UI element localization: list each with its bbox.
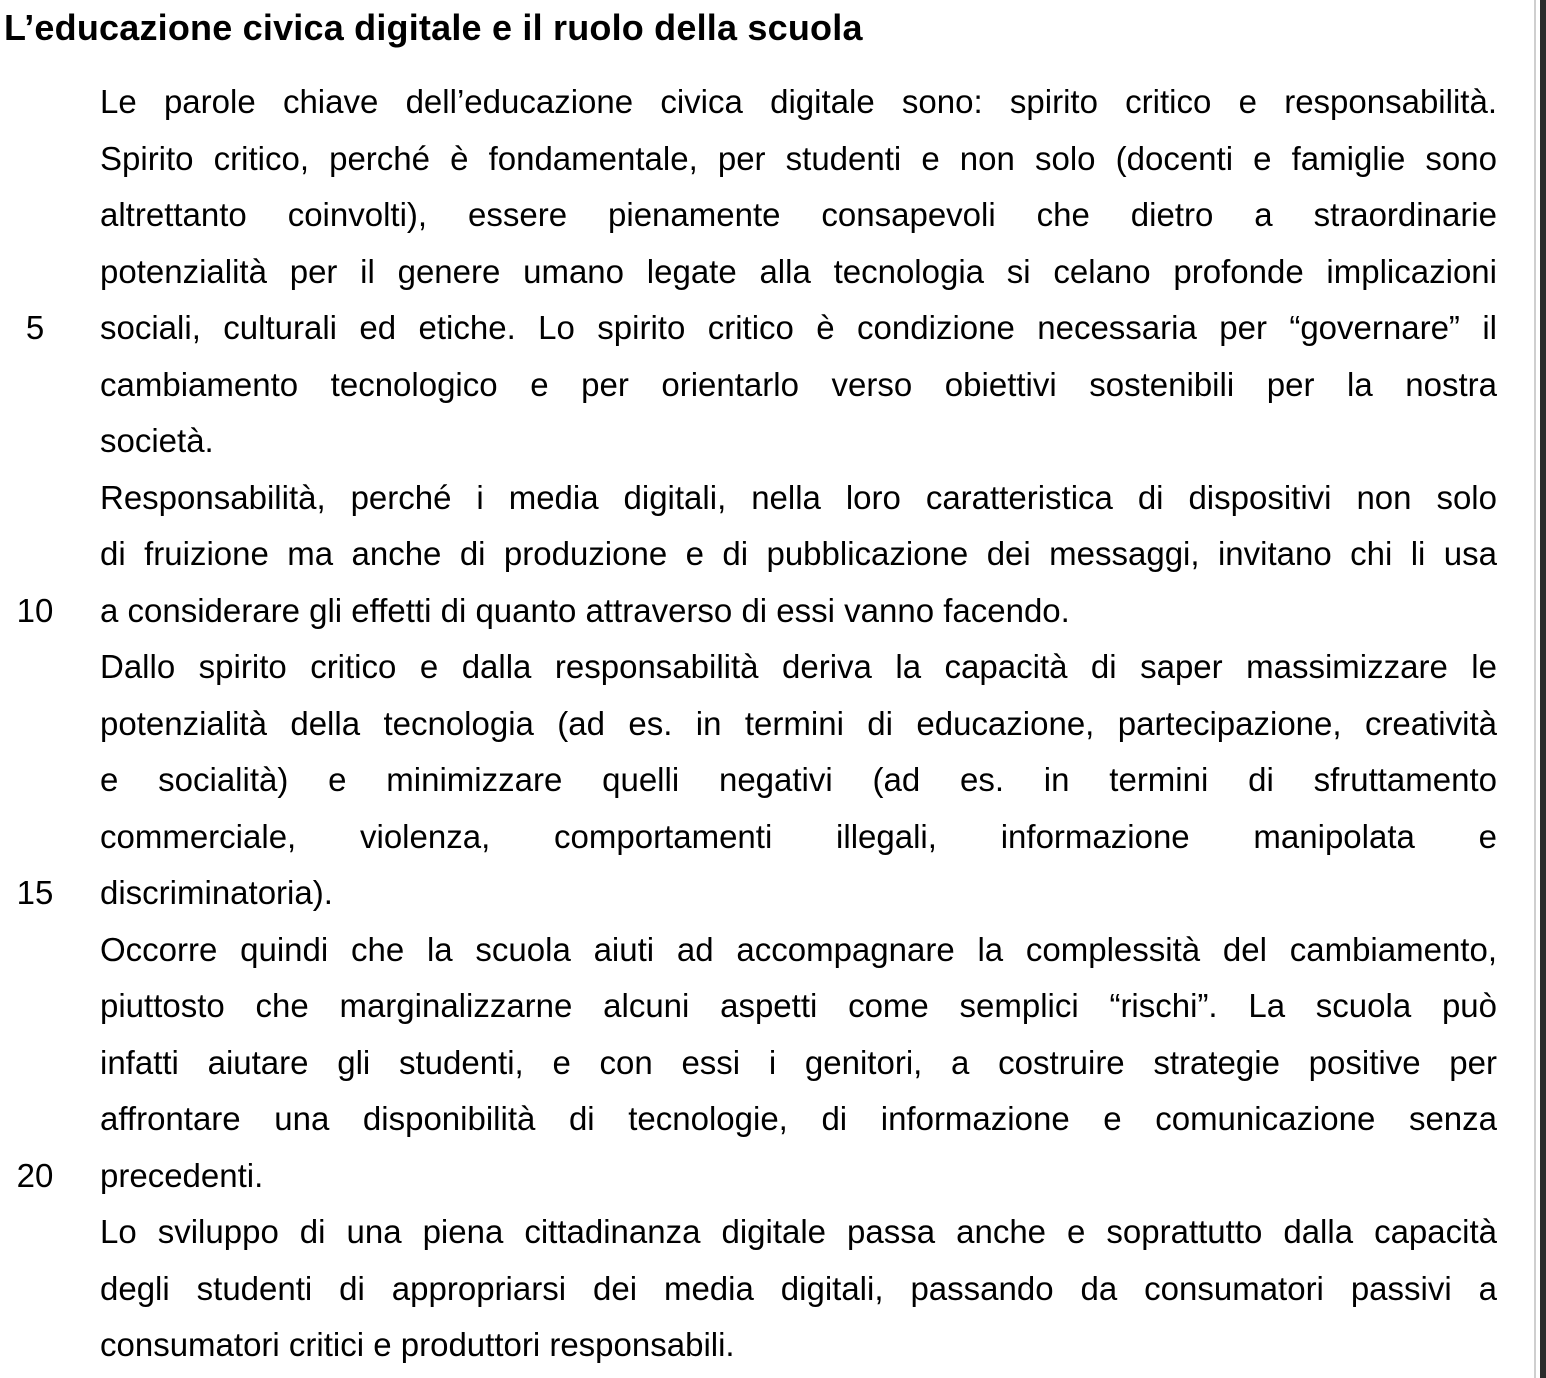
text-line-2: Spirito critico, perché è fondamentale, per studenti e non solo (docenti e famiglie sono	[100, 140, 1497, 177]
text-line-19: affrontare una disponibilità di tecnologie, di informazione e comunicazione senza	[100, 1100, 1497, 1137]
text-line-18: infatti aiutare gli studenti, e con essi i genitori, a costruire strategie positive per	[100, 1044, 1497, 1081]
text-line-21: Lo sviluppo di una piena cittadinanza digitale passa anche e soprattutto dalla capacità	[100, 1213, 1497, 1250]
text-line-20: precedenti.	[100, 1157, 264, 1194]
text-line-22: degli studenti di appropriarsi dei media digitali, passando da consumatori passivi a	[100, 1270, 1497, 1307]
text-line-5: sociali, culturali ed etiche. Lo spirito critico è condizione necessaria per “governare” il	[100, 309, 1497, 346]
text-line-11: Dallo spirito critico e dalla responsabilità deriva la capacità di saper massimizzare le	[100, 648, 1497, 685]
line-number-5: 5	[25, 309, 45, 346]
line-number-15: 15	[16, 874, 54, 911]
text-line-8: Responsabilità, perché i media digitali, nella loro caratteristica di dispositivi non solo	[100, 479, 1497, 516]
text-line-13: e socialità) e minimizzare quelli negativi (ad es. in termini di sfruttamento	[100, 761, 1497, 798]
page-title: L’educazione civica digitale e il ruolo della scuola	[4, 7, 863, 48]
text-line-16: Occorre quindi che la scuola aiuti ad accompagnare la complessità del cambiamento,	[100, 931, 1497, 968]
text-line-1: Le parole chiave dell’educazione civica digitale sono: spirito critico e responsabilità.	[100, 83, 1497, 120]
text-line-3: altrettanto coinvolti), essere pienamente consapevoli che dietro a straordinarie	[100, 196, 1497, 233]
text-line-14: commerciale, violenza, comportamenti illegali, informazione manipolata e	[100, 818, 1497, 855]
text-line-12: potenzialità della tecnologia (ad es. in termini di educazione, partecipazione, creatività	[100, 705, 1497, 742]
text-line-23: consumatori critici e produttori responsabili.	[100, 1326, 735, 1363]
text-line-4: potenzialità per il genere umano legate alla tecnologia si celano profonde implicazioni	[100, 253, 1497, 290]
text-line-17: piuttosto che marginalizzarne alcuni aspetti come semplici “rischi”. La scuola può	[100, 987, 1497, 1024]
text-line-9: di fruizione ma anche di produzione e di pubblicazione dei messaggi, invitano chi li usa	[100, 535, 1497, 572]
page-edge-shadow	[1534, 0, 1536, 1378]
text-line-7: società.	[100, 422, 214, 459]
text-line-6: cambiamento tecnologico e per orientarlo verso obiettivi sostenibili per la nostra	[100, 366, 1497, 403]
line-number-20: 20	[16, 1157, 54, 1194]
text-line-15: discriminatoria).	[100, 874, 333, 911]
page-edge-border	[1540, 0, 1546, 1378]
line-number-10: 10	[16, 592, 54, 629]
text-line-10: a considerare gli effetti di quanto attraverso di essi vanno facendo.	[100, 592, 1070, 629]
